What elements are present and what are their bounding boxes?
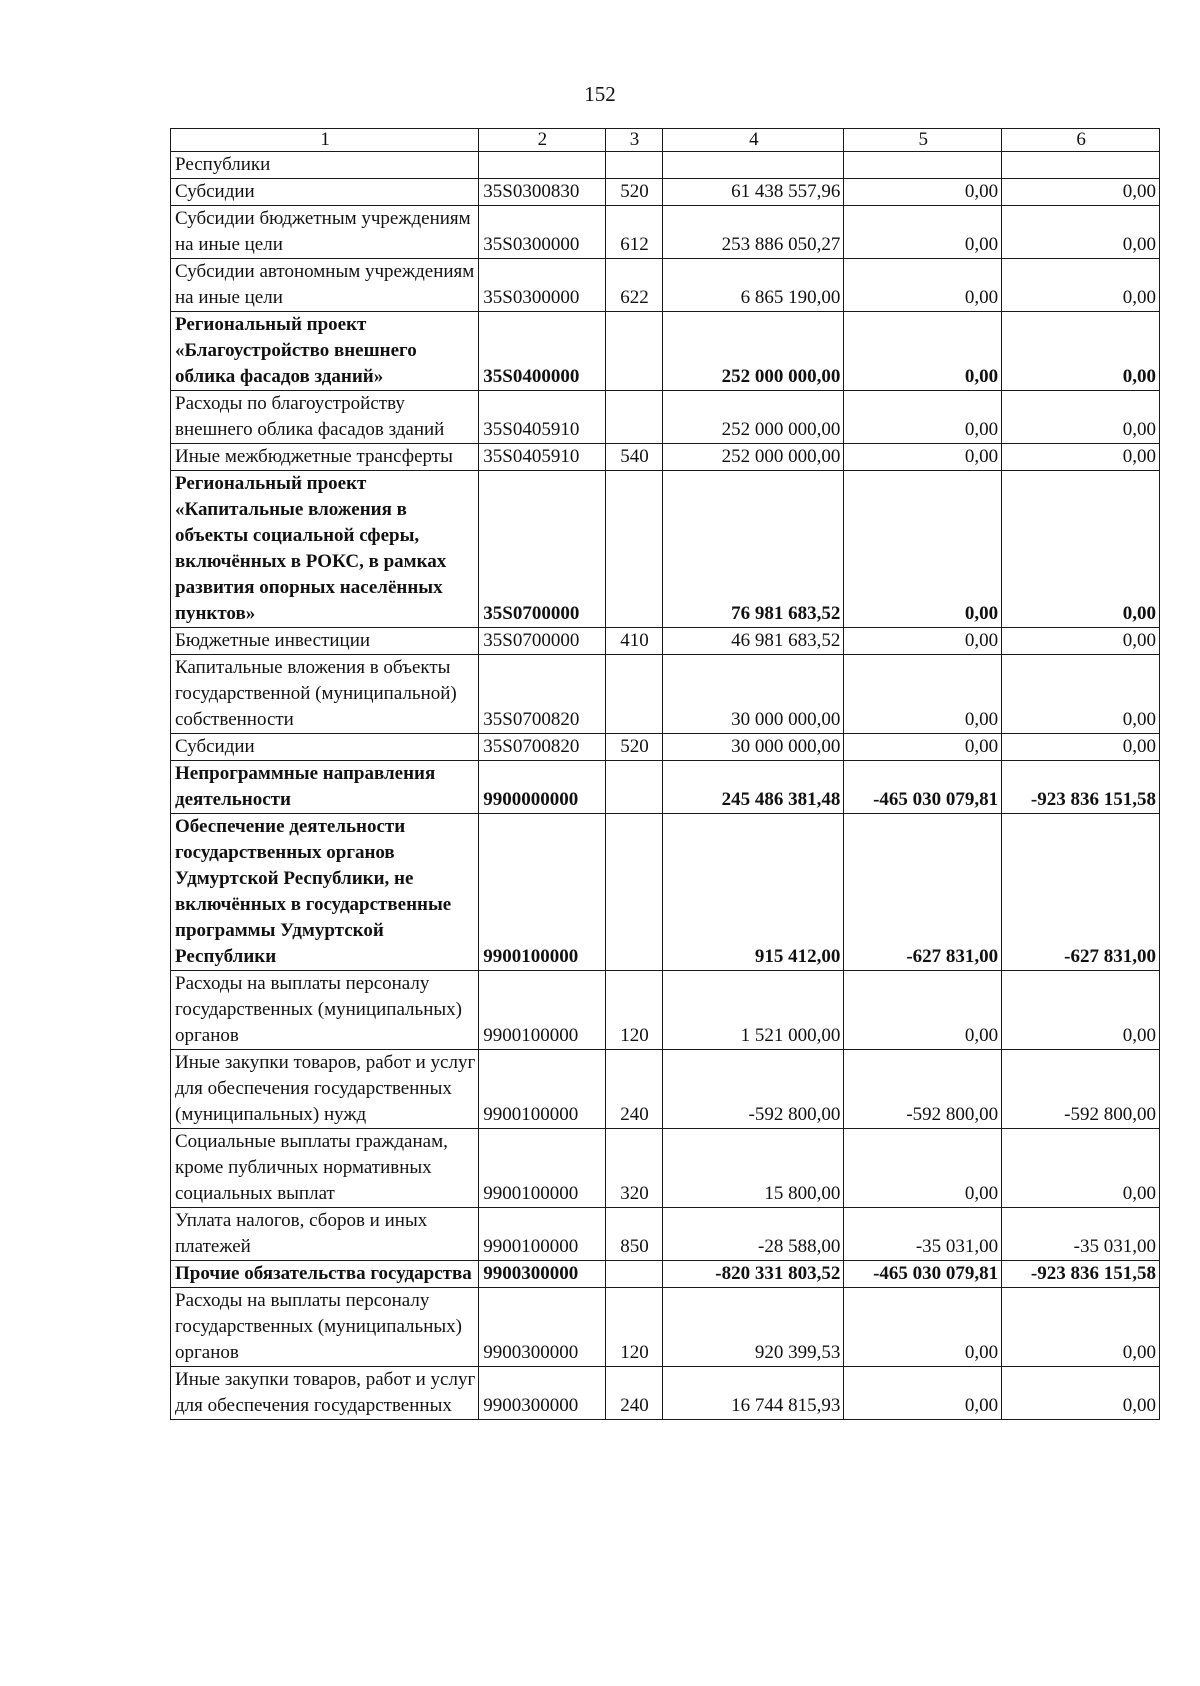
table-row [171,391,1160,444]
row-amount-col6-cell: -35 031,00 [1002,1208,1160,1261]
row-amount-col4-cell: -592 800,00 [663,1050,844,1129]
row-code-cell: 35S0400000 [479,312,605,391]
row-code-cell: 35S0700000 [479,471,605,628]
header-cell-5: 5 [844,129,1002,152]
row-name-cell: Социальные выплаты гражданам, кроме публичных нормативных социальных выплат [171,1129,479,1208]
row-code-cell: 35S0405910 [479,391,605,444]
row-amount-col6-cell: 0,00 [1002,471,1160,628]
page-number: 152 [584,82,616,106]
row-name-cell: Непрограммные направления деятельности [171,761,479,814]
row-amount-col4-cell: 30 000 000,00 [663,655,844,734]
row-code-cell: 9900100000 [479,1129,605,1208]
row-expense-type-cell: 520 [605,179,663,206]
row-code-cell: 35S0405910 [479,444,605,471]
table-row [171,734,1160,761]
row-expense-type-cell: 520 [605,734,663,761]
row-expense-type-cell: 240 [605,1050,663,1129]
row-amount-col5-cell: 0,00 [844,471,1002,628]
row-code-cell: 9900100000 [479,971,605,1050]
table-row [171,628,1160,655]
row-amount-col6-cell: 0,00 [1002,179,1160,206]
row-expense-type-cell [605,1261,663,1288]
row-expense-type-cell: 622 [605,259,663,312]
row-expense-type-cell: 612 [605,206,663,259]
row-amount-col4-cell: 252 000 000,00 [663,391,844,444]
row-name-cell: Прочие обязательства государства [171,1261,479,1288]
row-amount-col4-cell: 16 744 815,93 [663,1367,844,1420]
row-amount-col5-cell: 0,00 [844,1129,1002,1208]
table-row [171,152,1160,179]
row-amount-col4-cell: 30 000 000,00 [663,734,844,761]
row-expense-type-cell [605,471,663,628]
row-amount-col4-cell: -28 588,00 [663,1208,844,1261]
row-code-cell: 9900100000 [479,814,605,971]
table-row [171,971,1160,1050]
table-row [171,259,1160,312]
row-amount-col6-cell: 0,00 [1002,1288,1160,1367]
row-expense-type-cell: 850 [605,1208,663,1261]
header-cell-1: 1 [171,129,479,152]
table-row [171,1208,1160,1261]
row-amount-col5-cell: 0,00 [844,391,1002,444]
row-amount-col6-cell: 0,00 [1002,734,1160,761]
row-expense-type-cell [605,655,663,734]
table-row [171,1129,1160,1208]
row-amount-col6-cell: 0,00 [1002,628,1160,655]
row-amount-col4-cell: 46 981 683,52 [663,628,844,655]
row-amount-col5-cell: 0,00 [844,1367,1002,1420]
row-amount-col4-cell: 1 521 000,00 [663,971,844,1050]
row-amount-col5-cell: 0,00 [844,628,1002,655]
row-name-cell: Субсидии [171,734,479,761]
table-row [171,1050,1160,1129]
row-amount-col6-cell [1002,152,1160,179]
row-amount-col5-cell: 0,00 [844,444,1002,471]
row-name-cell: Субсидии автономным учреждениям на иные цели [171,259,479,312]
row-amount-col5-cell: 0,00 [844,259,1002,312]
row-amount-col4-cell: -820 331 803,52 [663,1261,844,1288]
row-code-cell: 9900300000 [479,1367,605,1420]
row-code-cell: 35S0300830 [479,179,605,206]
row-amount-col6-cell: 0,00 [1002,391,1160,444]
row-code-cell: 9900300000 [479,1288,605,1367]
row-amount-col5-cell: 0,00 [844,1288,1002,1367]
row-amount-col6-cell: 0,00 [1002,312,1160,391]
table-row [171,761,1160,814]
row-name-cell: Уплата налогов, сборов и иных платежей [171,1208,479,1261]
row-amount-col4-cell: 252 000 000,00 [663,444,844,471]
row-name-cell: Субсидии бюджетным учреждениям на иные цели [171,206,479,259]
table-row [171,814,1160,971]
row-amount-col4-cell: 76 981 683,52 [663,471,844,628]
header-cell-2: 2 [479,129,605,152]
table-row [171,312,1160,391]
row-code-cell: 35S0700820 [479,655,605,734]
row-amount-col5-cell: 0,00 [844,655,1002,734]
row-expense-type-cell [605,761,663,814]
row-amount-col6-cell: -923 836 151,58 [1002,761,1160,814]
row-amount-col5-cell: -465 030 079,81 [844,761,1002,814]
row-name-cell: Капитальные вложения в объекты государственной (муниципальной) собственности [171,655,479,734]
row-name-cell: Иные закупки товаров, работ и услуг для обеспечения государственных [171,1367,479,1420]
row-amount-col6-cell: -592 800,00 [1002,1050,1160,1129]
row-amount-col4-cell [663,152,844,179]
row-code-cell: 9900000000 [479,761,605,814]
row-code-cell: 35S0700820 [479,734,605,761]
row-amount-col6-cell: -923 836 151,58 [1002,1261,1160,1288]
row-amount-col6-cell: 0,00 [1002,1367,1160,1420]
row-expense-type-cell: 410 [605,628,663,655]
row-expense-type-cell: 240 [605,1367,663,1420]
row-expense-type-cell: 320 [605,1129,663,1208]
row-amount-col5-cell: 0,00 [844,971,1002,1050]
row-amount-col4-cell: 15 800,00 [663,1129,844,1208]
row-name-cell: Бюджетные инвестиции [171,628,479,655]
row-amount-col5-cell: -592 800,00 [844,1050,1002,1129]
row-amount-col6-cell: 0,00 [1002,444,1160,471]
row-name-cell: Иные закупки товаров, работ и услуг для обеспечения государственных (муниципальных) нужд [171,1050,479,1129]
row-amount-col6-cell: 0,00 [1002,655,1160,734]
row-name-cell: Расходы на выплаты персоналу государственных (муниципальных) органов [171,1288,479,1367]
row-code-cell: 9900100000 [479,1050,605,1129]
row-name-cell: Субсидии [171,179,479,206]
row-name-cell: Обеспечение деятельности государственных органов Удмуртской Республики, не включённых в государственные программы Удмуртской Республики [171,814,479,971]
row-name-cell: Расходы по благоустройству внешнего облика фасадов зданий [171,391,479,444]
row-amount-col5-cell: 0,00 [844,179,1002,206]
row-expense-type-cell [605,814,663,971]
row-expense-type-cell: 120 [605,1288,663,1367]
row-amount-col4-cell: 245 486 381,48 [663,761,844,814]
row-expense-type-cell [605,391,663,444]
row-expense-type-cell: 120 [605,971,663,1050]
table-row [171,1367,1160,1420]
row-name-cell: Иные межбюджетные трансферты [171,444,479,471]
row-amount-col6-cell: 0,00 [1002,971,1160,1050]
header-cell-3: 3 [605,129,663,152]
row-amount-col6-cell: 0,00 [1002,259,1160,312]
table-row [171,179,1160,206]
table-row [171,471,1160,628]
row-amount-col6-cell: -627 831,00 [1002,814,1160,971]
table-header-row [171,129,1160,152]
row-name-cell: Республики [171,152,479,179]
row-amount-col4-cell: 920 399,53 [663,1288,844,1367]
table-row [171,444,1160,471]
row-amount-col5-cell: 0,00 [844,312,1002,391]
row-amount-col6-cell: 0,00 [1002,206,1160,259]
budget-table [170,128,1160,1420]
row-amount-col5-cell: 0,00 [844,734,1002,761]
row-amount-col5-cell: -627 831,00 [844,814,1002,971]
row-amount-col4-cell: 6 865 190,00 [663,259,844,312]
row-expense-type-cell: 540 [605,444,663,471]
header-cell-6: 6 [1002,129,1160,152]
row-code-cell: 35S0300000 [479,259,605,312]
row-amount-col5-cell: 0,00 [844,206,1002,259]
row-name-cell: Региональный проект «Благоустройство внешнего облика фасадов зданий» [171,312,479,391]
row-code-cell: 9900300000 [479,1261,605,1288]
row-amount-col4-cell: 61 438 557,96 [663,179,844,206]
row-amount-col4-cell: 253 886 050,27 [663,206,844,259]
row-code-cell: 35S0700000 [479,628,605,655]
row-amount-col5-cell [844,152,1002,179]
row-name-cell: Региональный проект «Капитальные вложения в объекты социальной сферы, включённых в РОКС, в рамках развития опорных населённых пунктов» [171,471,479,628]
row-amount-col5-cell: -465 030 079,81 [844,1261,1002,1288]
row-code-cell [479,152,605,179]
row-name-cell: Расходы на выплаты персоналу государственных (муниципальных) органов [171,971,479,1050]
table-row [171,206,1160,259]
row-code-cell: 9900100000 [479,1208,605,1261]
header-cell-4: 4 [663,129,844,152]
row-expense-type-cell [605,152,663,179]
row-expense-type-cell [605,312,663,391]
row-amount-col5-cell: -35 031,00 [844,1208,1002,1261]
table-row [171,655,1160,734]
table-row [171,1261,1160,1288]
row-code-cell: 35S0300000 [479,206,605,259]
row-amount-col4-cell: 915 412,00 [663,814,844,971]
row-amount-col6-cell: 0,00 [1002,1129,1160,1208]
row-amount-col4-cell: 252 000 000,00 [663,312,844,391]
table-row [171,1288,1160,1367]
